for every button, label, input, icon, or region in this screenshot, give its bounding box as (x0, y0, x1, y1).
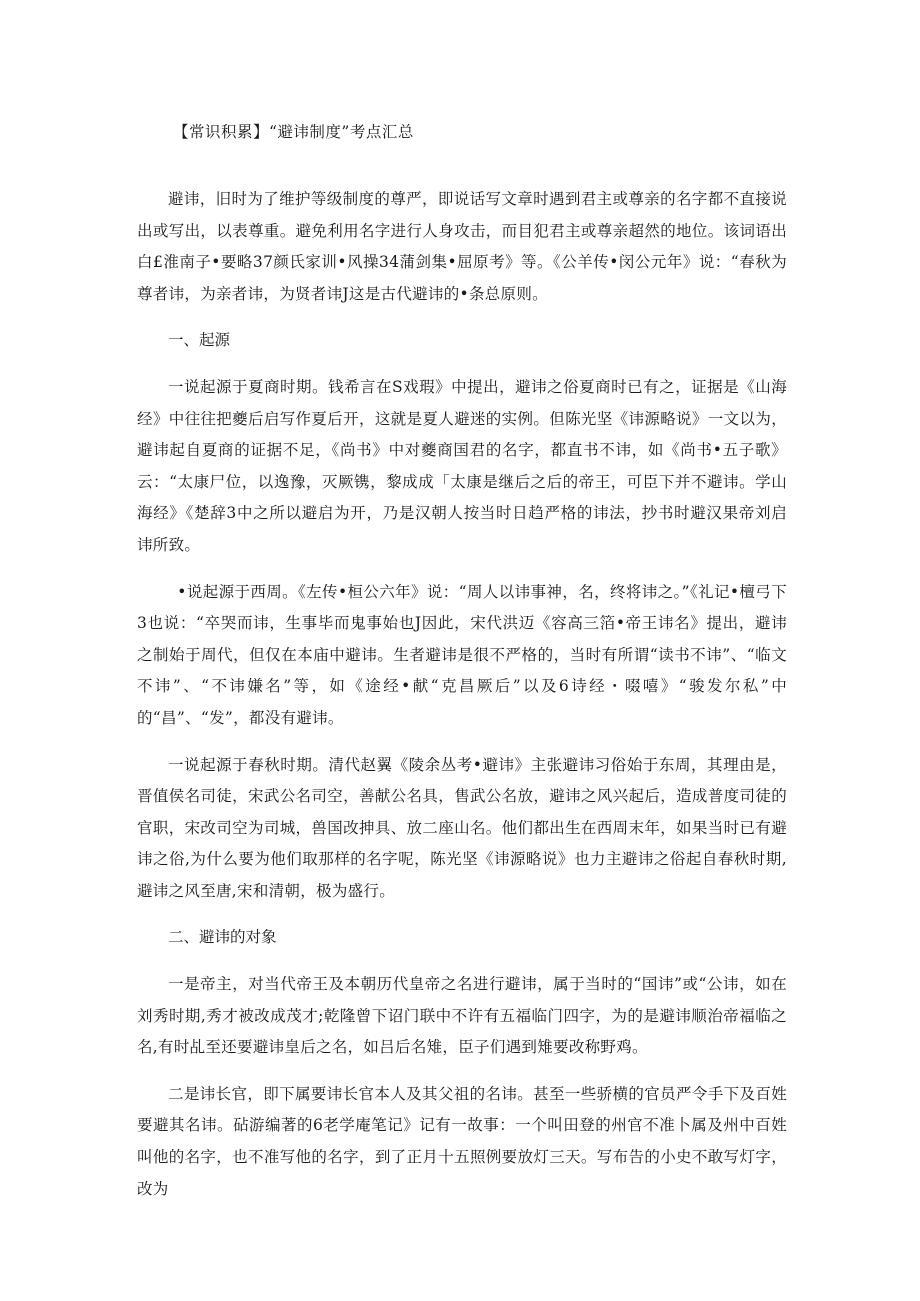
section-heading-objects: 二、避讳的对象 (168, 928, 277, 947)
paragraph-officials: 二是讳长官，即下属要讳长官本人及其父祖的名讳。甚至一些骄横的官员严令手下及百姓要避其名讳。砧游编著的6老学庵笔记》记有一故事：一个叫田登的州官不准卜属及州中百姓叫他的名字，也不准写他的名字，到了正月十五照例要放灯三天。写布告的小史不敢写灯字，改为 (137, 1084, 787, 1198)
document-body (137, 184, 787, 1220)
paragraph-intro: 避讳，旧时为了维护等级制度的尊严，即说话写文章时遇到君主或尊亲的名字都不直接说出或写出，以表尊重。避免利用名字进行人身攻击，而目犯君主或尊亲超然的地位。该词语出白£淮南子•要略37颜氏家训•风操34蒲剑集•屈原考》等。《公羊传•闵公元年》说：“春秋为尊者讳，为亲者讳，为贤者讳J这是古代避讳的•条总原则。 (137, 190, 787, 303)
paragraph-emperor: 一是帝主，对当代帝王及本朝历代皇帝之名进行避讳，属于当时的“国讳”或“公讳，如在刘秀时期,秀才被改成茂才;乾隆曾下诏门联中不许有五福临门四字，为的是避讳顺治帝福临之名,有时乩至还要避讳皇后之名，如吕后名雉，臣子们遇到雉要改称野鸡。 (137, 975, 787, 1057)
document-title: 【常识积累】“避讳制度”考点汇总 (173, 123, 414, 141)
paragraph-origin-xizhou: •说起源于西周。《左传•桓公六年》说：“周人以讳事神，名，终将讳之。”《礼记•檀弓下3也说：“卒哭而讳，生事毕而鬼事始也J因此，宋代洪迈《容高三箔•帝王讳名》提出，避讳之制始于周代，但仅在本庙中避讳。生者避讳是很不严格的，当时有所谓“读书不讳”、“临文不讳”、“不讳嫌名”等，如《途经•献“克昌厥后”以及6诗经・啜嘻》“骏发尔私”中的“昌”、“发”，都没有避讳。 (137, 582, 787, 727)
paragraph-origin-xiashang: 一说起源于夏商时期。钱希言在S戏瑕》中提出，避讳之俗夏商时已有之，证据是《山海经》中往往把夔后启写作夏后开，这就是夏人避迷的实例。但陈光坚《讳源略说》一文以为，避讳起自夏商的证据不足，《尚书》中对夔商国君的名字，都直书不讳，如《尚书•五子歌》云：“太康尸位，以逸豫，灭厥镌，黎成成「太康是继后之后的帝王，可臣下并不避讳。学山海经》《楚辞3中之所以避启为开，乃是汉朝人按当时日趋严格的讳法，抄书时避汉果帝刘启讳所致。 (137, 377, 787, 554)
section-heading-origin: 一、起源 (168, 331, 231, 350)
paragraph-origin-chunqiu: 一说起源于春秋时期。清代赵翼《陵余丛考•避讳》主张避讳习俗始于东周，其理由是，晋值侯名司徒，宋武公名司空，善献公名具，售武公名放，避讳之风兴起后，造成普度司徒的官职，宋改司空为司城，兽国改抻具、放二座山名。他们都出生在西周末年，如果当时已有避讳之俗,为什么要为他们取那样的名字呢，陈光坚《讳源略说》也力主避讳之俗起自春秋时期,避讳之风至唐,宋和清朝，极为盛行。 (137, 755, 787, 900)
